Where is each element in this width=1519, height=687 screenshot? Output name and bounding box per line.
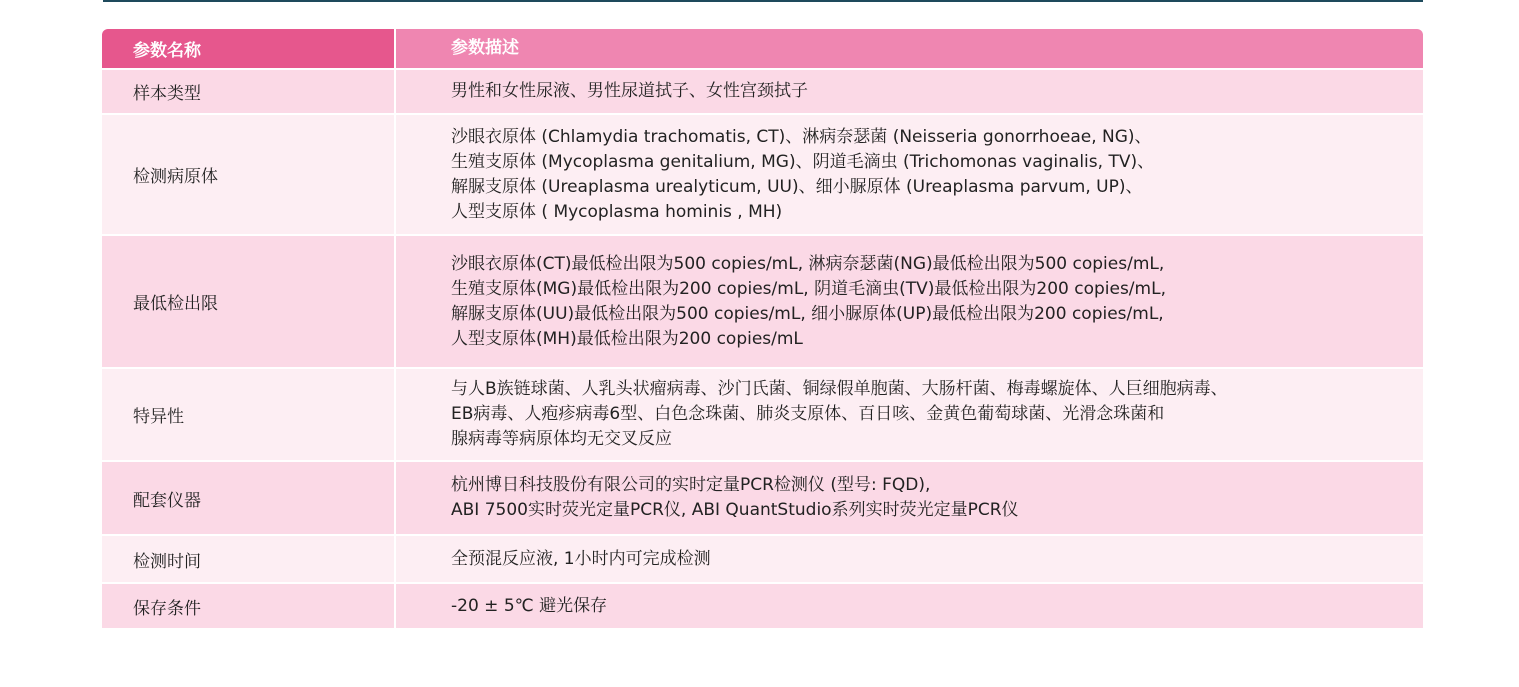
parameter-table [102,29,1423,628]
description-line: EB病毒、人疱疹病毒6型、白色念珠菌、肺炎支原体、百日咳、金黄色葡萄球菌、光滑念珠菌和 [451,404,1165,424]
row-label: 特异性 [102,369,394,460]
table-row [102,113,1423,234]
top-divider [103,0,1423,2]
description-line: 沙眼衣原体 (Chlamydia trachomatis, CT)、淋病奈瑟菌 (Neisseria gonorrhoeae, NG)、 [451,126,1152,147]
table-row [102,582,1423,628]
header-parameter-name: 参数名称 [102,29,394,68]
description-line: 人型支原体 ( Mycoplasma hominis , MH) [451,201,783,222]
description-line: 男性和女性尿液、男性尿道拭子、女性宫颈拭子 [451,81,808,101]
description-line: 生殖支原体 (Mycoplasma genitalium, MG)、阴道毛滴虫 (Trichomonas vaginalis, TV)、 [451,151,1155,172]
row-description [394,236,1423,367]
row-description [394,369,1423,460]
description-line: ABI 7500实时荧光定量PCR仪, ABI QuantStudio系列实时荧光定量PCR仪 [451,500,1019,520]
description-line: 人型支原体(MH)最低检出限为200 copies/mL [451,328,803,349]
table-row [102,234,1423,367]
table-row [102,460,1423,534]
header-parameter-description: 参数描述 [394,29,1423,68]
table-row [102,534,1423,582]
row-description [394,115,1423,234]
row-label: 最低检出限 [102,236,394,367]
description-line: 解脲支原体 (Ureaplasma urealyticum, UU)、细小脲原体 (Ureaplasma parvum, UP)、 [451,176,1143,197]
description-line: 与人B族链球菌、人乳头状瘤病毒、沙门氏菌、铜绿假单胞菌、大肠杆菌、梅毒螺旋体、人巨细胞病毒、 [451,379,1228,399]
row-description [394,584,1423,628]
table-header-row [102,29,1423,68]
row-label: 样本类型 [102,70,394,113]
row-label: 保存条件 [102,584,394,628]
description-line: 全预混反应液, 1小时内可完成检测 [451,548,711,569]
table-row [102,367,1423,460]
table-row [102,68,1423,113]
row-label: 检测病原体 [102,115,394,234]
description-line: 解脲支原体(UU)最低检出限为500 copies/mL, 细小脲原体(UP)最低检出限为200 copies/mL, [451,303,1164,324]
description-line: 杭州博日科技股份有限公司的实时定量PCR检测仪 (型号: FQD), [451,475,931,495]
description-line: 沙眼衣原体(CT)最低检出限为500 copies/mL, 淋病奈瑟菌(NG)最低检出限为500 copies/mL, [451,253,1165,274]
row-description [394,536,1423,582]
description-line: 生殖支原体(MG)最低检出限为200 copies/mL, 阴道毛滴虫(TV)最低检出限为200 copies/mL, [451,278,1166,299]
row-description [394,70,1423,113]
row-label: 检测时间 [102,536,394,582]
description-line: -20 ± 5℃ 避光保存 [451,595,608,616]
description-line: 腺病毒等病原体均无交叉反应 [451,429,672,449]
row-description [394,462,1423,534]
row-label: 配套仪器 [102,462,394,534]
